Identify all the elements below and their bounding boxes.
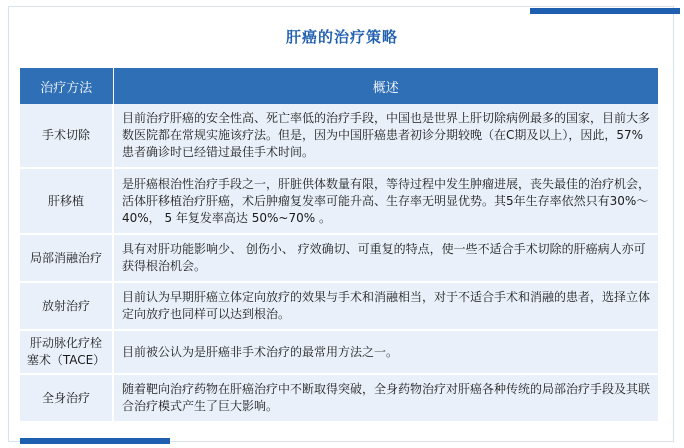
method-cell: 全身治疗: [20, 374, 113, 422]
description-cell: 具有对肝功能影响少、 创伤小、 疗效确切、可重复的特点，使一些不适合手术切除的肝癌病人亦可获得根治机会。: [113, 234, 658, 282]
method-cell: 肝移植: [20, 168, 113, 234]
header-method: 治疗方法: [20, 68, 113, 104]
description-cell: 随着靶向治疗药物在肝癌治疗中不断取得突破，全身药物治疗对肝癌各种传统的局部治疗手段及其联合治疗模式产生了巨大影响。: [113, 374, 658, 422]
treatment-table: [20, 68, 658, 423]
treatment-table-container: [20, 68, 658, 423]
description-cell: 是肝癌根治性治疗手段之一，肝脏供体数量有限，等待过程中发生肿瘤进展，丧失最佳的治疗机会，活体肝移植治疗肝癌，术后肿瘤复发率可能升高、生存率无明显优势。其5年生存率依然只有30%～40%， 5 年复发率高达 50%~70% 。: [113, 168, 658, 234]
accent-bar-top: [530, 8, 680, 14]
page-title: 肝癌的治疗策略: [285, 28, 398, 46]
table-row: [20, 282, 658, 330]
table-row: [20, 168, 658, 234]
method-cell: 局部消融治疗: [20, 234, 113, 282]
description-cell: 目前认为早期肝癌立体定向放疗的效果与手术和消融相当，对于不适合手术和消融的患者，选择立体定向放疗也同样可以达到根治。: [113, 282, 658, 330]
method-cell: 手术切除: [20, 104, 113, 168]
accent-bar-bottom: [20, 438, 170, 444]
description-cell: 目前治疗肝癌的安全性高、死亡率低的治疗手段，中国也是世界上肝切除病例最多的国家，目前大多数医院都在常规实施该疗法。但是，因为中国肝癌患者初诊分期较晚（在C期及以上），因此，57%患者确诊时已经错过最佳手术时间。: [113, 104, 658, 168]
method-cell: 放射治疗: [20, 282, 113, 330]
table-row: [20, 234, 658, 282]
table-row: [20, 104, 658, 168]
method-cell: 肝动脉化疗栓塞术（TACE）: [20, 330, 113, 374]
header-description: 概述: [113, 68, 658, 104]
description-cell: 目前被公认为是肝癌非手术治疗的最常用方法之一。: [113, 330, 658, 374]
table-header-row: [20, 68, 658, 104]
table-row: [20, 374, 658, 422]
table-row: [20, 330, 658, 374]
